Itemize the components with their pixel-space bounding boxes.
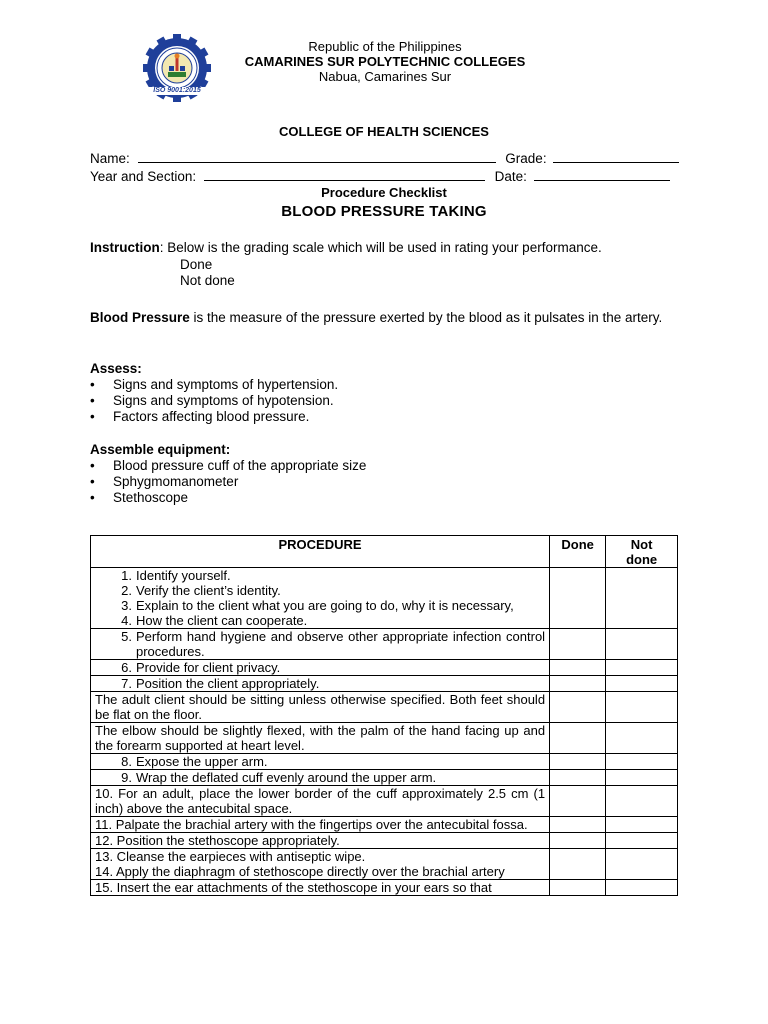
- not-done-checkbox-cell[interactable]: [606, 849, 678, 880]
- table-row: [91, 676, 678, 692]
- procedure-step: [95, 754, 545, 769]
- procedure-step: 11. Palpate the brachial artery with the fingertips over the antecubital fossa.: [95, 817, 528, 832]
- step-text: Identify yourself.: [136, 568, 231, 583]
- college-name: COLLEGE OF HEALTH SCIENCES: [279, 124, 489, 139]
- step-text: Wrap the deflated cuff evenly around the upper arm.: [136, 770, 437, 785]
- step-number: 7.: [121, 676, 132, 691]
- step-number: 2.: [121, 583, 132, 598]
- procedure-cell: [91, 692, 550, 723]
- procedure-cell: [91, 723, 550, 754]
- year-date-row: [90, 168, 670, 185]
- year-section-label: Year and Section:: [90, 169, 197, 184]
- step-number: 9.: [121, 770, 132, 785]
- not-done-checkbox-cell[interactable]: [606, 568, 678, 629]
- date-field[interactable]: [534, 168, 670, 181]
- instruction-label: Instruction: [90, 240, 160, 255]
- equipment-item: • Stethoscope: [90, 490, 680, 506]
- definition-term: Blood Pressure: [90, 310, 190, 325]
- procedure-step: 15. Insert the ear attachments of the stethoscope in your ears so that: [95, 880, 492, 895]
- table-header-row: [91, 536, 678, 568]
- not-done-checkbox-cell[interactable]: [606, 660, 678, 676]
- republic-line: Republic of the Philippines: [308, 39, 462, 54]
- done-checkbox-cell[interactable]: [550, 770, 606, 786]
- procedure-cell: [91, 786, 550, 817]
- institution-header: [190, 39, 580, 84]
- grade-field[interactable]: [553, 150, 679, 163]
- procedure-step: 13. Cleanse the earpieces with antiseptic wipe.: [95, 849, 366, 864]
- procedure-step: 10. For an adult, place the lower border of the cuff approximately 2.5 cm (1 inch) above the antecubital space.: [95, 786, 546, 816]
- table-row: [91, 692, 678, 723]
- done-checkbox-cell[interactable]: [550, 880, 606, 896]
- scale-done: Done: [180, 256, 213, 272]
- year-section-field[interactable]: [204, 168, 485, 181]
- not-done-checkbox-cell[interactable]: [606, 629, 678, 660]
- procedure-step: [95, 583, 545, 598]
- not-done-checkbox-cell[interactable]: [606, 692, 678, 723]
- not-done-checkbox-cell[interactable]: [606, 676, 678, 692]
- procedure-step: [95, 598, 545, 613]
- name-grade-row: [90, 150, 679, 167]
- step-text: Explain to the client what you are going to do, why it is necessary,: [136, 598, 514, 613]
- table-row: [91, 817, 678, 833]
- procedure-cell: [91, 817, 550, 833]
- not-done-checkbox-cell[interactable]: [606, 817, 678, 833]
- table-row: [91, 849, 678, 880]
- done-checkbox-cell[interactable]: [550, 723, 606, 754]
- procedure-checklist-title: Procedure Checklist: [321, 185, 447, 200]
- step-number: 3.: [121, 598, 132, 613]
- procedure-step: [95, 568, 545, 583]
- procedure-cell: [91, 880, 550, 896]
- step-text: Perform hand hygiene and observe other appropriate infection control procedures.: [136, 629, 546, 659]
- step-text: How the client can cooperate.: [136, 613, 308, 628]
- header-procedure: PROCEDURE: [91, 536, 550, 568]
- header-done: Done: [550, 536, 606, 568]
- procedure-step: 14. Apply the diaphragm of stethoscope directly over the brachial artery: [95, 864, 505, 879]
- step-number: 8.: [121, 754, 132, 769]
- grade-label: Grade:: [505, 151, 547, 166]
- school-location: Nabua, Camarines Sur: [318, 69, 452, 84]
- procedure-cell: [91, 849, 550, 880]
- not-done-checkbox-cell[interactable]: [606, 880, 678, 896]
- done-checkbox-cell[interactable]: [550, 817, 606, 833]
- equipment-item: • Blood pressure cuff of the appropriate size: [90, 458, 680, 474]
- document-title: BLOOD PRESSURE TAKING: [281, 203, 487, 220]
- equipment-heading: Assemble equipment:: [90, 442, 231, 457]
- procedure-cell: [91, 770, 550, 786]
- date-label: Date:: [494, 169, 527, 184]
- procedure-step: [95, 770, 545, 785]
- assess-item: • Signs and symptoms of hypotension.: [90, 393, 680, 409]
- table-row: [91, 629, 678, 660]
- procedure-table: [90, 535, 678, 896]
- step-text: Verify the client’s identity.: [136, 583, 281, 598]
- not-done-checkbox-cell[interactable]: [606, 833, 678, 849]
- procedure-cell: [91, 629, 550, 660]
- procedure-cell: [91, 676, 550, 692]
- name-field[interactable]: [138, 150, 496, 163]
- step-number: 6.: [121, 660, 132, 675]
- done-checkbox-cell[interactable]: [550, 676, 606, 692]
- not-done-checkbox-cell[interactable]: [606, 770, 678, 786]
- step-number: 4.: [121, 613, 132, 628]
- scale-not-done: Not done: [180, 273, 235, 288]
- name-label: Name:: [90, 151, 130, 166]
- not-done-checkbox-cell[interactable]: [606, 723, 678, 754]
- table-row: [91, 786, 678, 817]
- procedure-step: [95, 629, 545, 659]
- procedure-step: [95, 660, 545, 675]
- table-row: [91, 770, 678, 786]
- not-done-checkbox-cell[interactable]: [606, 754, 678, 770]
- assess-item: • Factors affecting blood pressure.: [90, 409, 680, 425]
- done-checkbox-cell[interactable]: [550, 849, 606, 880]
- iso-badge: ISO 9001:2015: [144, 87, 210, 95]
- procedure-step: 12. Position the stethoscope appropriately.: [95, 833, 340, 848]
- procedure-step: [95, 676, 545, 691]
- step-number: 5.: [121, 629, 132, 644]
- instruction-text: : Below is the grading scale which will be used in rating your performance.: [159, 240, 602, 255]
- definition-text: is the measure of the pressure exerted by the blood as it pulsates in the artery.: [189, 310, 663, 325]
- table-row: [91, 660, 678, 676]
- done-checkbox-cell[interactable]: [550, 660, 606, 676]
- done-checkbox-cell[interactable]: [550, 692, 606, 723]
- done-checkbox-cell[interactable]: [550, 833, 606, 849]
- equipment-item: • Sphygmomanometer: [90, 474, 680, 490]
- procedure-cell: [91, 568, 550, 629]
- assess-block: [90, 361, 680, 425]
- procedure-cell: [91, 754, 550, 770]
- step-text: Expose the upper arm.: [136, 754, 268, 769]
- step-number: 1.: [121, 568, 132, 583]
- step-text: Position the client appropriately.: [136, 676, 320, 691]
- done-checkbox-cell[interactable]: [550, 786, 606, 817]
- done-checkbox-cell[interactable]: [550, 754, 606, 770]
- procedure-step: The adult client should be sitting unless otherwise specified. Both feet should be flat on the floor.: [95, 692, 546, 722]
- header-not-done: Not done: [606, 536, 678, 568]
- assess-heading: Assess:: [90, 361, 142, 376]
- step-text: Provide for client privacy.: [136, 660, 281, 675]
- instruction-block: [90, 240, 680, 290]
- table-row: [91, 723, 678, 754]
- table-row: [91, 880, 678, 896]
- not-done-checkbox-cell[interactable]: [606, 786, 678, 817]
- equipment-block: [90, 442, 680, 506]
- done-checkbox-cell[interactable]: [550, 629, 606, 660]
- procedure-cell: [91, 833, 550, 849]
- procedure-step: [95, 613, 545, 628]
- definition-block: [90, 310, 680, 327]
- procedure-table-body: [91, 568, 678, 896]
- done-checkbox-cell[interactable]: [550, 568, 606, 629]
- procedure-cell: [91, 660, 550, 676]
- table-row: [91, 833, 678, 849]
- table-row: [91, 754, 678, 770]
- procedure-step: The elbow should be slightly flexed, with the palm of the hand facing up and the forearm supported at heart level.: [95, 723, 546, 753]
- table-row: [91, 568, 678, 629]
- school-name: CAMARINES SUR POLYTECHNIC COLLEGES: [244, 54, 526, 69]
- assess-item: • Signs and symptoms of hypertension.: [90, 377, 680, 393]
